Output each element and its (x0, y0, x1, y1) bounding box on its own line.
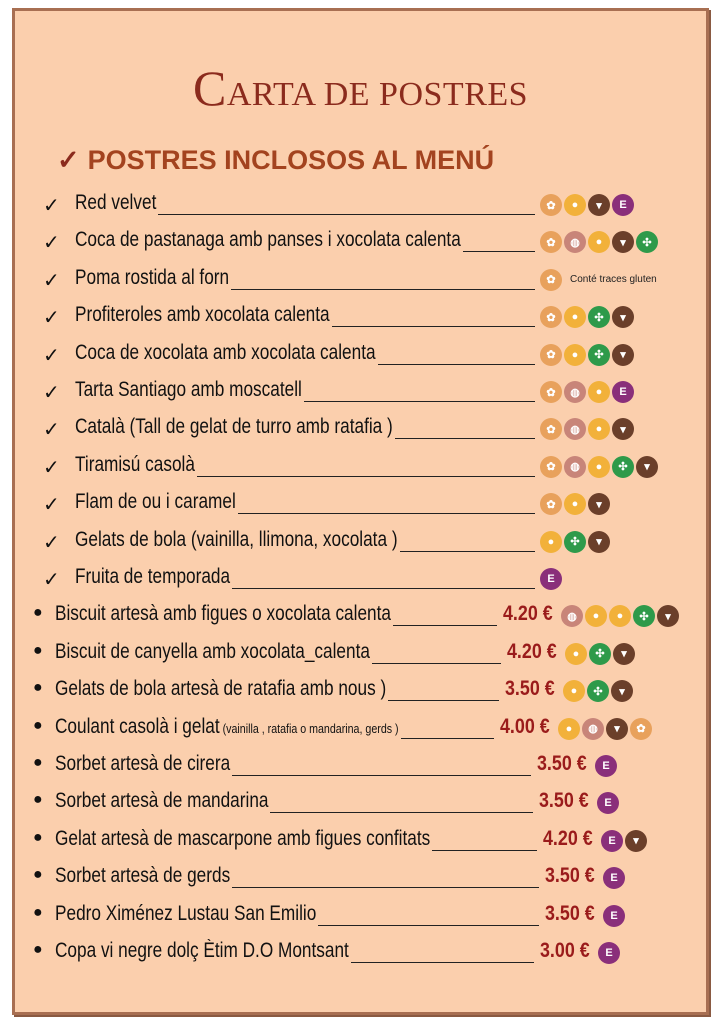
check-icon: ✓ (43, 494, 60, 517)
item-name (55, 864, 230, 888)
item-name (75, 528, 398, 552)
egg-icon: ● (588, 456, 610, 478)
leader-line (232, 775, 531, 776)
milk-icon: ▾ (612, 344, 634, 366)
item-name-text: Gelats de bola artesà de ratafia amb nous ) (55, 677, 387, 701)
leader-line (332, 326, 535, 327)
item-name-text: Coca de xocolata amb xocolata calenta (75, 340, 376, 364)
item-name (75, 341, 376, 365)
milk-icon: ▾ (588, 194, 610, 216)
gluten-icon: ✿ (540, 269, 562, 291)
check-icon: ✓ (43, 195, 60, 217)
gluten-icon: ✿ (630, 718, 652, 740)
egg-icon: ● (564, 344, 586, 366)
egg-icon: ● (588, 231, 610, 253)
soy-icon: ✣ (636, 231, 658, 253)
nuts-icon: ◍ (561, 605, 583, 627)
allergen-icons (540, 418, 634, 440)
bullet-icon: ● (33, 641, 43, 659)
title-first-letter: C (192, 60, 227, 116)
leader-line (463, 251, 535, 252)
allergen-icons (540, 269, 562, 291)
milk-icon: ▾ (606, 718, 628, 740)
check-icon: ✓ (43, 232, 60, 255)
item-name-text: Tiramisú casolà (75, 452, 195, 476)
item-price: 3.50 € (505, 677, 555, 701)
soy-icon: ✣ (589, 643, 611, 665)
leader-line (232, 588, 535, 589)
item-name (55, 640, 370, 664)
allergen-icons (540, 531, 610, 553)
leader-line (372, 663, 501, 664)
leader-line (231, 289, 535, 290)
egg-icon: ● (564, 306, 586, 328)
bullet-icon: ● (33, 903, 43, 921)
leader-line (400, 551, 535, 552)
item-name (55, 602, 391, 626)
egg-icon: ● (558, 718, 580, 740)
item-price: 3.50 € (545, 901, 595, 925)
allergen-icons (595, 755, 617, 777)
gluten-icon: ✿ (540, 493, 562, 515)
allergen-icons (558, 718, 652, 740)
item-name-text: Gelat artesà de mascarpone amb figues confitats (55, 826, 431, 850)
bullet-icon: ● (33, 716, 43, 734)
item-name-text: Gelats de bola (vainilla, llimona, xocolata ) (75, 527, 398, 551)
item-name (75, 303, 330, 327)
nuts-icon: ◍ (564, 456, 586, 478)
gluten-icon: ✿ (540, 306, 562, 328)
item-name (75, 378, 302, 402)
allergen-icons (561, 605, 679, 627)
item-price: 4.20 € (503, 602, 553, 626)
sulphites-icon: E (601, 830, 623, 852)
item-price: 4.00 € (500, 714, 550, 738)
milk-icon: ▾ (613, 643, 635, 665)
soy-icon: ✣ (612, 456, 634, 478)
milk-icon: ▾ (612, 418, 634, 440)
check-icon: ✓ (57, 145, 80, 175)
item-name (55, 789, 268, 813)
milk-icon: ▾ (625, 830, 647, 852)
sulphites-icon: E (598, 942, 620, 964)
item-name-text: Biscuit artesà amb figues o xocolata calenta (55, 602, 391, 626)
item-name (75, 266, 229, 290)
egg-icon: ● (563, 680, 585, 702)
milk-icon: ▾ (657, 605, 679, 627)
bullet-icon: ● (33, 754, 43, 771)
milk-icon: ▾ (588, 531, 610, 553)
gluten-icon: ✿ (540, 194, 562, 216)
item-name (55, 752, 230, 776)
gluten-icon: ✿ (540, 456, 562, 478)
leader-line (197, 476, 535, 477)
allergen-icons (540, 456, 658, 478)
sulphites-icon: E (540, 568, 562, 590)
item-name-text: Poma rostida al forn (75, 265, 230, 289)
leader-line (270, 812, 533, 813)
allergen-icons (540, 306, 634, 328)
milk-icon: ▾ (636, 456, 658, 478)
leader-line (388, 700, 499, 701)
bullet-icon: ● (33, 791, 43, 809)
allergen-icons (540, 568, 562, 590)
item-name-text: Profiteroles amb xocolata calenta (75, 303, 330, 327)
milk-icon: ▾ (611, 680, 633, 702)
allergen-icons (603, 905, 625, 927)
item-name (55, 827, 430, 851)
item-name (75, 415, 393, 439)
item-price: 4.20 € (507, 639, 557, 663)
sulphites-icon: E (603, 905, 625, 927)
bullet-icon: ● (33, 604, 43, 622)
check-icon: ✓ (43, 307, 60, 330)
allergen-icons (601, 830, 647, 852)
item-name (75, 490, 236, 514)
item-name (75, 565, 230, 589)
leader-line (393, 625, 497, 626)
egg-icon: ● (609, 605, 631, 627)
allergen-icons (603, 867, 625, 889)
bullet-icon: ● (33, 941, 43, 958)
check-icon: ✓ (43, 419, 60, 442)
item-name-text: Sorbet artesà de gerds (55, 864, 231, 888)
sulphites-icon: E (612, 194, 634, 216)
egg-icon: ● (588, 381, 610, 403)
item-name (75, 228, 461, 252)
allergen-icons (540, 493, 610, 515)
item-name (75, 453, 195, 477)
leader-line (304, 401, 535, 402)
leader-line (395, 438, 535, 439)
bullet-icon: ● (33, 679, 43, 697)
item-name-text: Coulant casolà i gelat (55, 714, 220, 738)
nuts-icon: ◍ (564, 231, 586, 253)
soy-icon: ✣ (633, 605, 655, 627)
leader-line (432, 850, 537, 851)
gluten-icon: ✿ (540, 381, 562, 403)
sulphites-icon: E (597, 792, 619, 814)
item-price: 3.50 € (545, 864, 595, 888)
check-icon: ✓ (43, 344, 60, 367)
allergen-icons (540, 381, 634, 403)
soy-icon: ✣ (587, 680, 609, 702)
menu-page (12, 8, 709, 1015)
egg-icon: ● (564, 493, 586, 515)
allergen-icons (540, 194, 634, 216)
item-note: Conté traces gluten (570, 273, 657, 285)
check-icon: ✓ (43, 569, 60, 591)
title-rest: ARTA DE POSTRES (226, 76, 529, 113)
milk-icon: ▾ (612, 306, 634, 328)
item-name-text: Català (Tall de gelat de turro amb ratafia ) (75, 415, 393, 439)
bullet-icon: ● (33, 866, 43, 884)
check-icon: ✓ (43, 382, 60, 404)
leader-line (401, 738, 494, 739)
item-name-text: Sorbet artesà de cirera (55, 752, 231, 775)
nuts-icon: ◍ (564, 418, 586, 440)
item-name-text: Fruita de temporada (75, 565, 231, 588)
milk-icon: ▾ (612, 231, 634, 253)
item-name-text: Coca de pastanaga amb panses i xocolata calenta (75, 228, 461, 252)
leader-line (351, 962, 534, 963)
egg-icon: ● (565, 643, 587, 665)
gluten-icon: ✿ (540, 418, 562, 440)
item-name (55, 902, 316, 926)
item-name (75, 191, 156, 215)
allergen-icons (563, 680, 633, 702)
item-name-text: Sorbet artesà de mandarina (55, 789, 269, 813)
check-icon: ✓ (43, 269, 60, 292)
item-name-text: Biscuit de canyella amb xocolata_calenta (55, 639, 370, 663)
egg-icon: ● (564, 194, 586, 216)
sulphites-icon: E (595, 755, 617, 777)
allergen-icons (540, 344, 634, 366)
nuts-icon: ◍ (582, 718, 604, 740)
egg-icon: ● (585, 605, 607, 627)
allergen-icons (597, 792, 619, 814)
item-price: 3.50 € (539, 789, 589, 813)
allergen-icons (565, 643, 635, 665)
section-header-label: POSTRES INCLOSOS AL MENÚ (87, 145, 495, 175)
soy-icon: ✣ (588, 344, 610, 366)
leader-line (158, 214, 535, 215)
gluten-icon: ✿ (540, 344, 562, 366)
item-name-text: Pedro Ximénez Lustau San Emilio (55, 901, 317, 925)
item-price: 4.20 € (543, 826, 593, 850)
soy-icon: ✣ (564, 531, 586, 553)
sulphites-icon: E (612, 381, 634, 403)
gluten-icon: ✿ (540, 231, 562, 253)
milk-icon: ▾ (588, 493, 610, 515)
item-name (55, 939, 349, 963)
bullet-icon: ● (33, 828, 43, 846)
leader-line (378, 364, 535, 365)
item-name-text: Red velvet (75, 191, 157, 214)
leader-line (232, 887, 539, 888)
check-icon: ✓ (43, 531, 60, 554)
item-name-detail: (vainilla , ratafia o mandarina, gerds ) (219, 720, 399, 736)
check-icon: ✓ (43, 456, 60, 479)
leader-line (318, 925, 539, 926)
item-price: 3.00 € (540, 939, 590, 962)
nuts-icon: ◍ (564, 381, 586, 403)
sulphites-icon: E (603, 867, 625, 889)
item-price: 3.50 € (537, 752, 587, 775)
egg-icon: ● (540, 531, 562, 553)
item-name-text: Copa vi negre dolç Ètim D.O Montsant (55, 939, 349, 962)
egg-icon: ● (588, 418, 610, 440)
page-title (15, 59, 706, 117)
item-name-text: Flam de ou i caramel (75, 490, 236, 514)
section-header (57, 145, 494, 176)
item-name (55, 677, 386, 701)
item-name (55, 715, 399, 739)
item-name-text: Tarta Santiago amb moscatell (75, 378, 302, 401)
soy-icon: ✣ (588, 306, 610, 328)
allergen-icons (598, 942, 620, 964)
leader-line (238, 513, 535, 514)
allergen-icons (540, 231, 658, 253)
